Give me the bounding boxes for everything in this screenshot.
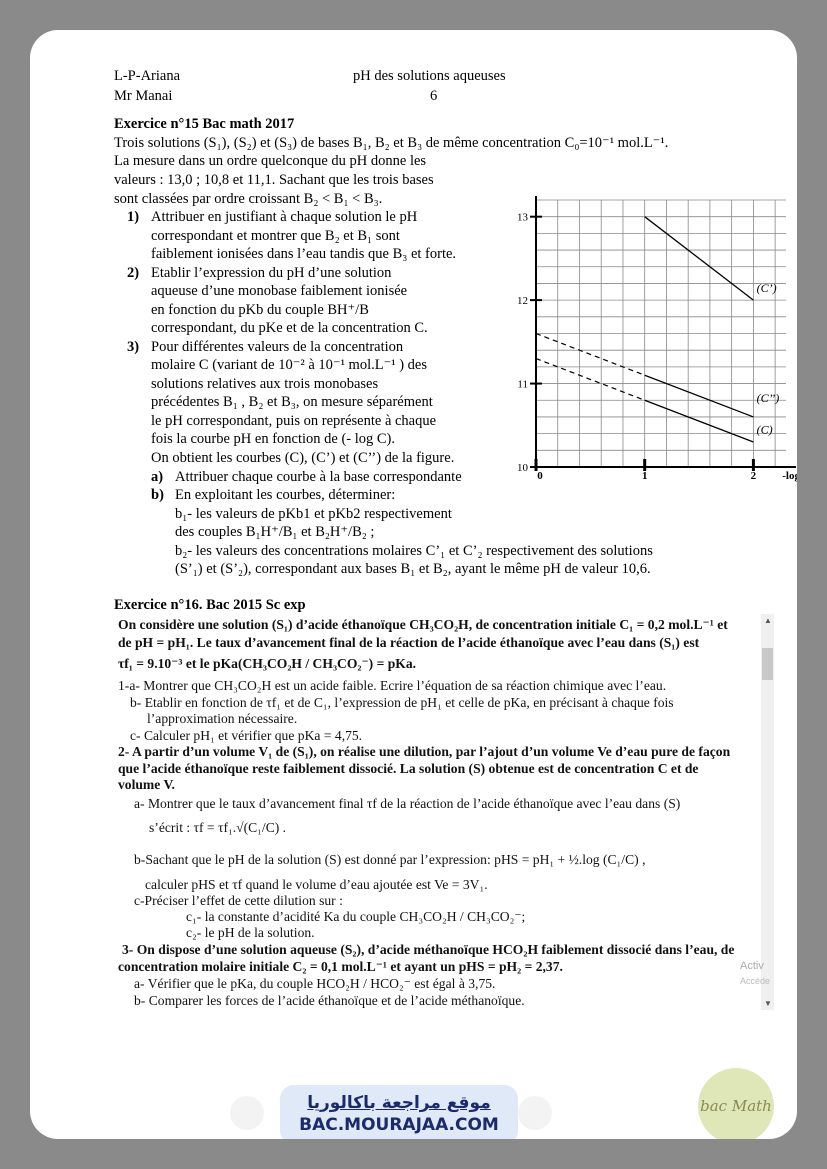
series-line-c-second-dashed: [536, 334, 645, 376]
qb-number: b): [151, 487, 164, 503]
ex16-line-13: b-Sachant que le pH de la solution (S) est donné par l’expression: pHS = pH₁ + ½.log (C₁/C) ,: [134, 852, 646, 867]
ex16-line-9: que l’acide éthanoïque reste faiblement dissocié. La solution (S) obtenue est de concentration C et de: [118, 761, 699, 776]
qb1-line-2: des couples B₁H⁺/B₁ et B₂H⁺/B₂ ;: [175, 524, 375, 540]
q3-number: 3): [127, 339, 140, 355]
ex16-line-1: On considère une solution (S₁) d’acide éthanoïque CH₃CO₂H, de concentration initiale C₁ = 0,2 mol.L⁻¹ et: [118, 617, 728, 632]
q2-line-4: correspondant, du pKe et de la concentration C.: [151, 320, 428, 336]
q2-line-2: aqueuse d’une monobase faiblement ionisée: [151, 283, 408, 299]
x-tick-label: 2: [750, 470, 757, 482]
ex15-intro-3: valeurs : 13,0 ; 10,8 et 11,1. Sachant que les trois bases: [114, 172, 434, 188]
ex16-line-14: calculer pHS et τf quand le volume d’eau ajoutée est Ve = 3V₁.: [145, 877, 488, 892]
ex16-line-19: concentration molaire initiale C₂ = 0,1 mol.L⁻¹ et ayant un pHS = pH₂ = 2,37.: [118, 959, 563, 974]
x-axis-label: -log: [782, 470, 800, 482]
scroll-up-icon[interactable]: ▲: [764, 616, 772, 625]
document-title: pH des solutions aqueuses: [353, 68, 506, 84]
ex16-line-6: l’approximation nécessaire.: [147, 711, 298, 726]
q3-line-1: Pour différentes valeurs de la concentration: [151, 339, 404, 355]
ex16-line-21: b- Comparer les forces de l’acide éthanoïque et de l’acide méthanoïque.: [134, 993, 525, 1008]
ex15-intro-2: La mesure dans un ordre quelconque du pH donne les: [114, 153, 427, 169]
ex16-heading: Exercice n°16. Bac 2015 Sc exp: [114, 597, 306, 613]
q3-line-3: solutions relatives aux trois monobases: [151, 376, 379, 392]
site-banner[interactable]: [280, 1085, 518, 1139]
left-logo-icon: [230, 1096, 264, 1130]
scroll-down-icon[interactable]: ▼: [764, 999, 772, 1008]
y-tick-label: 13: [517, 211, 528, 224]
ex16-line-16: c₁- la constante d’acidité Ka du couple CH₃CO₂H / CH₃CO₂⁻;: [186, 909, 526, 924]
q3-line-7: On obtient les courbes (C), (C’) et (C’’) de la figure.: [151, 450, 455, 466]
ex15-intro-1: Trois solutions (S₁), (S₂) et (S₃) de bases B₁, B₂ et B₃ de même concentration C₀=10⁻¹ mol.L⁻¹.: [114, 135, 669, 151]
ex16-line-3: τf₁ = 9.10⁻³ et le pKa(CH₃CO₂H / CH₃CO₂⁻) = pKa.: [118, 656, 417, 671]
qb1-line-1: b₁- les valeurs de pKb1 et pKb2 respectivement: [175, 506, 452, 522]
q1-line-1: Attribuer en justifiant à chaque solution le pH: [151, 209, 418, 225]
ex15-intro-4: sont classées par ordre croissant B₂ < B₁ < B₃.: [114, 191, 383, 207]
series-label: (C): [756, 422, 773, 437]
series-line-c: [645, 400, 754, 442]
site-url[interactable]: BAC.MOURAJAA.COM: [299, 1115, 499, 1135]
q1-line-3: faiblement ionisées dans l’eau tandis que B₃ et forte.: [151, 246, 457, 262]
page-number: 6: [430, 88, 438, 104]
q1-line-2: correspondant et montrer que B₂ et B₁ sont: [151, 228, 400, 244]
document-page: [30, 30, 800, 1139]
series-label: (C’): [756, 280, 777, 295]
scroll-thumb[interactable]: [762, 648, 773, 680]
ex16-line-20: a- Vérifier que le pKa, du couple HCO₂H / HCO₂⁻ est égal à 3,75.: [134, 976, 496, 991]
y-tick-label: 10: [517, 462, 528, 474]
q3-line-5: le pH correspondant, puis on représente à chaque: [151, 413, 437, 429]
q1-number: 1): [127, 209, 140, 225]
ex16-line-2: de pH = pH₁. Le taux d’avancement final de la réaction de l’acide éthanoïque avec l’eau dans (S₁) est: [118, 635, 700, 650]
series-line-c-prime: [645, 217, 754, 300]
series-line-c-dashed: [536, 359, 645, 401]
qa-number: a): [151, 469, 164, 485]
q3-line-4: précédentes B₁ , B₂ et B₃, on mesure séparément: [151, 394, 433, 410]
ex16-line-8: 2- A partir d’un volume V₁ de (S₁), on réalise une dilution, par l’ajout d’un volume Ve d’eau pure de façon: [118, 744, 731, 759]
ex15-heading: Exercice n°15 Bac math 2017: [114, 116, 295, 132]
qa-text: Attribuer chaque courbe à la base correspondante: [175, 469, 462, 485]
watermark-access: Accéde: [740, 976, 771, 986]
teacher-name: Mr Manai: [114, 88, 173, 104]
q2-number: 2): [127, 265, 140, 281]
series-label: (C’’): [756, 390, 780, 405]
q3-line-6: fois la courbe pH en fonction de (- log C).: [151, 431, 396, 447]
ex16-line-11: a- Montrer que le taux d’avancement final τf de la réaction de l’acide éthanoïque avec l’eau dans (S): [134, 796, 681, 811]
series-line-c-second: [645, 375, 754, 417]
ex16-line-18: 3- On dispose d’une solution aqueuse (S₂), d’acide méthanoïque HCO₂H faiblement dissocié dans l’eau, de: [122, 942, 735, 957]
site-arabic-name: موقع مراجعة باكالوريا: [307, 1093, 491, 1113]
ex16-line-12: s’écrit : τf = τf₁.√(C₁/C) .: [149, 820, 287, 835]
x-tick-label: 1: [641, 470, 648, 482]
q2-line-3: en fonction du pKb du couple BH⁺/B: [151, 302, 369, 318]
qb2-line-1: b₂- les valeurs des concentrations molaires C’₁ et C’₂ respectivement des solutions: [175, 543, 653, 559]
ex16-line-7: c- Calculer pH₁ et vérifier que pKa = 4,75.: [130, 728, 363, 743]
x-tick-label: 0: [537, 470, 543, 482]
ex16-line-4: 1-a- Montrer que CH₃CO₂H est un acide faible. Ecrire l’équation de sa réaction chimique avec l’eau.: [118, 678, 667, 693]
qb-text: En exploitant les courbes, déterminer:: [175, 487, 396, 503]
school-name: L-P-Ariana: [114, 68, 181, 84]
bac-math-logo: bac Math: [698, 1068, 774, 1139]
qb2-line-2: (S’₁) et (S’₂), correspondant aux bases B₁ et B₂, ayant le même pH de valeur 10,6.: [175, 561, 651, 577]
ex16-line-17: c₂- le pH de la solution.: [186, 925, 315, 940]
right-logo-icon: [518, 1096, 552, 1130]
ex16-line-10: volume V.: [118, 777, 175, 792]
q2-line-1: Etablir l’expression du pH d’une solution: [151, 265, 392, 281]
ph-curves-chart: [500, 180, 800, 490]
scan-scrollbar[interactable]: [761, 614, 774, 1010]
y-tick-label: 11: [517, 378, 528, 391]
y-tick-label: 12: [517, 295, 528, 308]
ex16-line-5: b- Etablir en fonction de τf₁ et de C₁, l’expression de pH₁ et celle de pKa, en précisant à chaque fois: [130, 695, 674, 710]
q3-line-2: molaire C (variant de 10⁻² à 10⁻¹ mol.L⁻¹ ) des: [151, 357, 427, 373]
ex16-line-15: c-Préciser l’effet de cette dilution sur :: [134, 893, 343, 908]
watermark-activate: Activ: [740, 960, 764, 972]
